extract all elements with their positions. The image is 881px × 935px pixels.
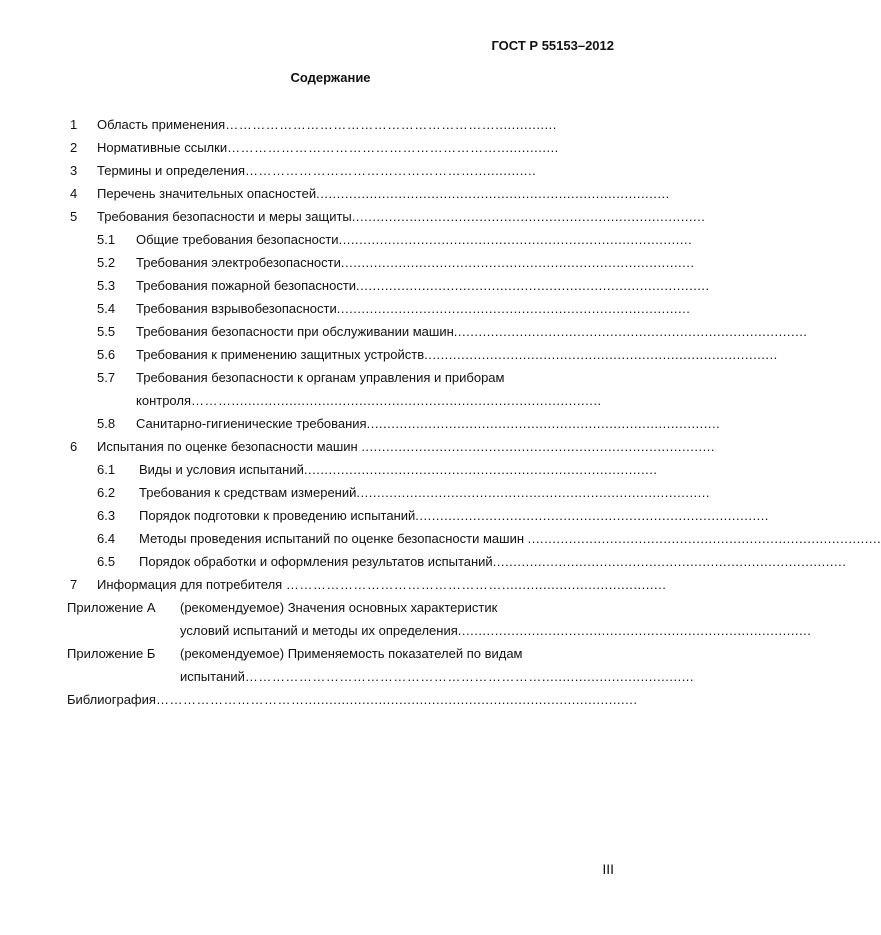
- toc-entry-label: Методы проведения испытаний по оценке безопасности машин: [139, 531, 528, 546]
- document-code: ГОСТ Р 55153–2012: [491, 38, 614, 53]
- toc-entry-label: Виды и условия испытаний: [139, 462, 304, 477]
- leader-dots: ......................................................................................: [336, 301, 691, 316]
- toc-entry-label: Перечень значительных опасностей: [97, 186, 317, 201]
- leader-dots: ......................................................................................: [527, 531, 881, 546]
- toc-entry-label: Термины и определения: [97, 163, 246, 178]
- toc-entry-number: 5.2: [97, 255, 116, 270]
- leader-dots: ……………………………………………………...............: [227, 140, 559, 155]
- leader-dots: ......................................................................................: [415, 508, 769, 523]
- toc-entry-number: 7: [70, 577, 78, 592]
- toc-entry-number: 6.4: [97, 531, 116, 546]
- leader-dots: ......................................................................................: [361, 439, 715, 454]
- toc-entry-label: Требования безопасности к органам управления и приборам: [136, 370, 505, 385]
- toc-entry-number: 5.5: [97, 324, 116, 339]
- toc-entry-label: условий испытаний и методы их определения: [180, 623, 458, 638]
- toc-entry-label: Требования пожарной безопасности: [136, 278, 357, 293]
- page-number: III: [602, 861, 614, 877]
- toc-entry-number: 5.1: [97, 232, 116, 247]
- toc-entry-label: контроля: [136, 393, 191, 408]
- toc-entry-label: (рекомендуемое) Значения основных характеристик: [180, 600, 498, 615]
- toc-entry-label: Общие требования безопасности: [136, 232, 339, 247]
- toc-entry-number: 5: [70, 209, 78, 224]
- leader-dots: …………………………….................................................................................: [155, 692, 638, 707]
- toc-entry-label: Нормативные ссылки: [97, 140, 228, 155]
- toc-entry-label: Требования к применению защитных устройств: [136, 347, 425, 362]
- toc-entry-number: 5.8: [97, 416, 116, 431]
- leader-dots: ......................................................................................: [356, 485, 711, 500]
- toc-entry-number: 5.4: [97, 301, 116, 316]
- toc-entry-number: 3: [70, 163, 78, 178]
- leader-dots: ……………………………………………………...............: [225, 117, 557, 132]
- leader-dots: ......................................................................................: [303, 462, 658, 477]
- toc-entry-number: 6.2: [97, 485, 116, 500]
- toc-entry-label: Требования безопасности при обслуживании машин: [136, 324, 454, 339]
- page-title: Содержание: [290, 70, 371, 85]
- leader-dots: ......................................................................................: [356, 278, 710, 293]
- leader-dots: ......................................................................................: [340, 255, 695, 270]
- leader-dots: ......................................................................................: [316, 186, 670, 201]
- toc-entry-number: 5.6: [97, 347, 116, 362]
- toc-entry-label: Требования безопасности и меры защиты: [97, 209, 352, 224]
- toc-entry-label: (рекомендуемое) Применяемость показателей по видам: [180, 646, 523, 661]
- toc-entry-number: 6.1: [97, 462, 116, 477]
- leader-dots: ......................................................................................: [351, 209, 706, 224]
- toc-entry-label: Испытания по оценке безопасности машин: [97, 439, 362, 454]
- toc-entry-number: 6.5: [97, 554, 116, 569]
- toc-entry-label: Порядок обработки и оформления результатов испытаний: [139, 554, 493, 569]
- toc-entry-number: 5.7: [97, 370, 116, 385]
- toc-entry-number: 6.3: [97, 508, 116, 523]
- toc-entry-number: 5.3: [97, 278, 116, 293]
- leader-dots: …………………………………………........................................: [285, 577, 667, 592]
- toc-entry-number: 6: [70, 439, 78, 454]
- leader-dots: ......................................................................................: [366, 416, 721, 431]
- toc-entry-label: испытаний: [180, 669, 245, 684]
- leader-dots: ………..........................................................................................: [191, 393, 602, 408]
- leader-dots: ......................................................................................: [492, 554, 847, 569]
- toc-entry-label: Информация для потребителя: [97, 577, 286, 592]
- toc-entry-label: Область применения: [97, 117, 226, 132]
- toc-entry-number: 2: [70, 140, 78, 155]
- leader-dots: ......................................................................................: [457, 623, 812, 638]
- toc-entry-label: Порядок подготовки к проведению испытаний: [139, 508, 416, 523]
- toc-entry-label: Требования к средствам измерений: [139, 485, 357, 500]
- leader-dots: ......................................................................................: [453, 324, 808, 339]
- toc-entry-label: Требования взрывобезопасности: [136, 301, 337, 316]
- appendix-label: Приложение Б: [67, 646, 156, 661]
- toc-entry-number: 4: [70, 186, 78, 201]
- leader-dots: ......................................................................................: [338, 232, 693, 247]
- leader-dots: ………………………………………………………….....................................: [244, 669, 695, 684]
- toc-entry-label: Библиография: [67, 692, 156, 707]
- toc-entry-label: Санитарно-гигиенические требования: [136, 416, 367, 431]
- appendix-label: Приложение А: [67, 600, 156, 615]
- leader-dots: ……………………………………………...............: [245, 163, 537, 178]
- toc-entry-label: Требования электробезопасности: [136, 255, 341, 270]
- toc-entry-number: 1: [70, 117, 78, 132]
- leader-dots: ......................................................................................: [424, 347, 778, 362]
